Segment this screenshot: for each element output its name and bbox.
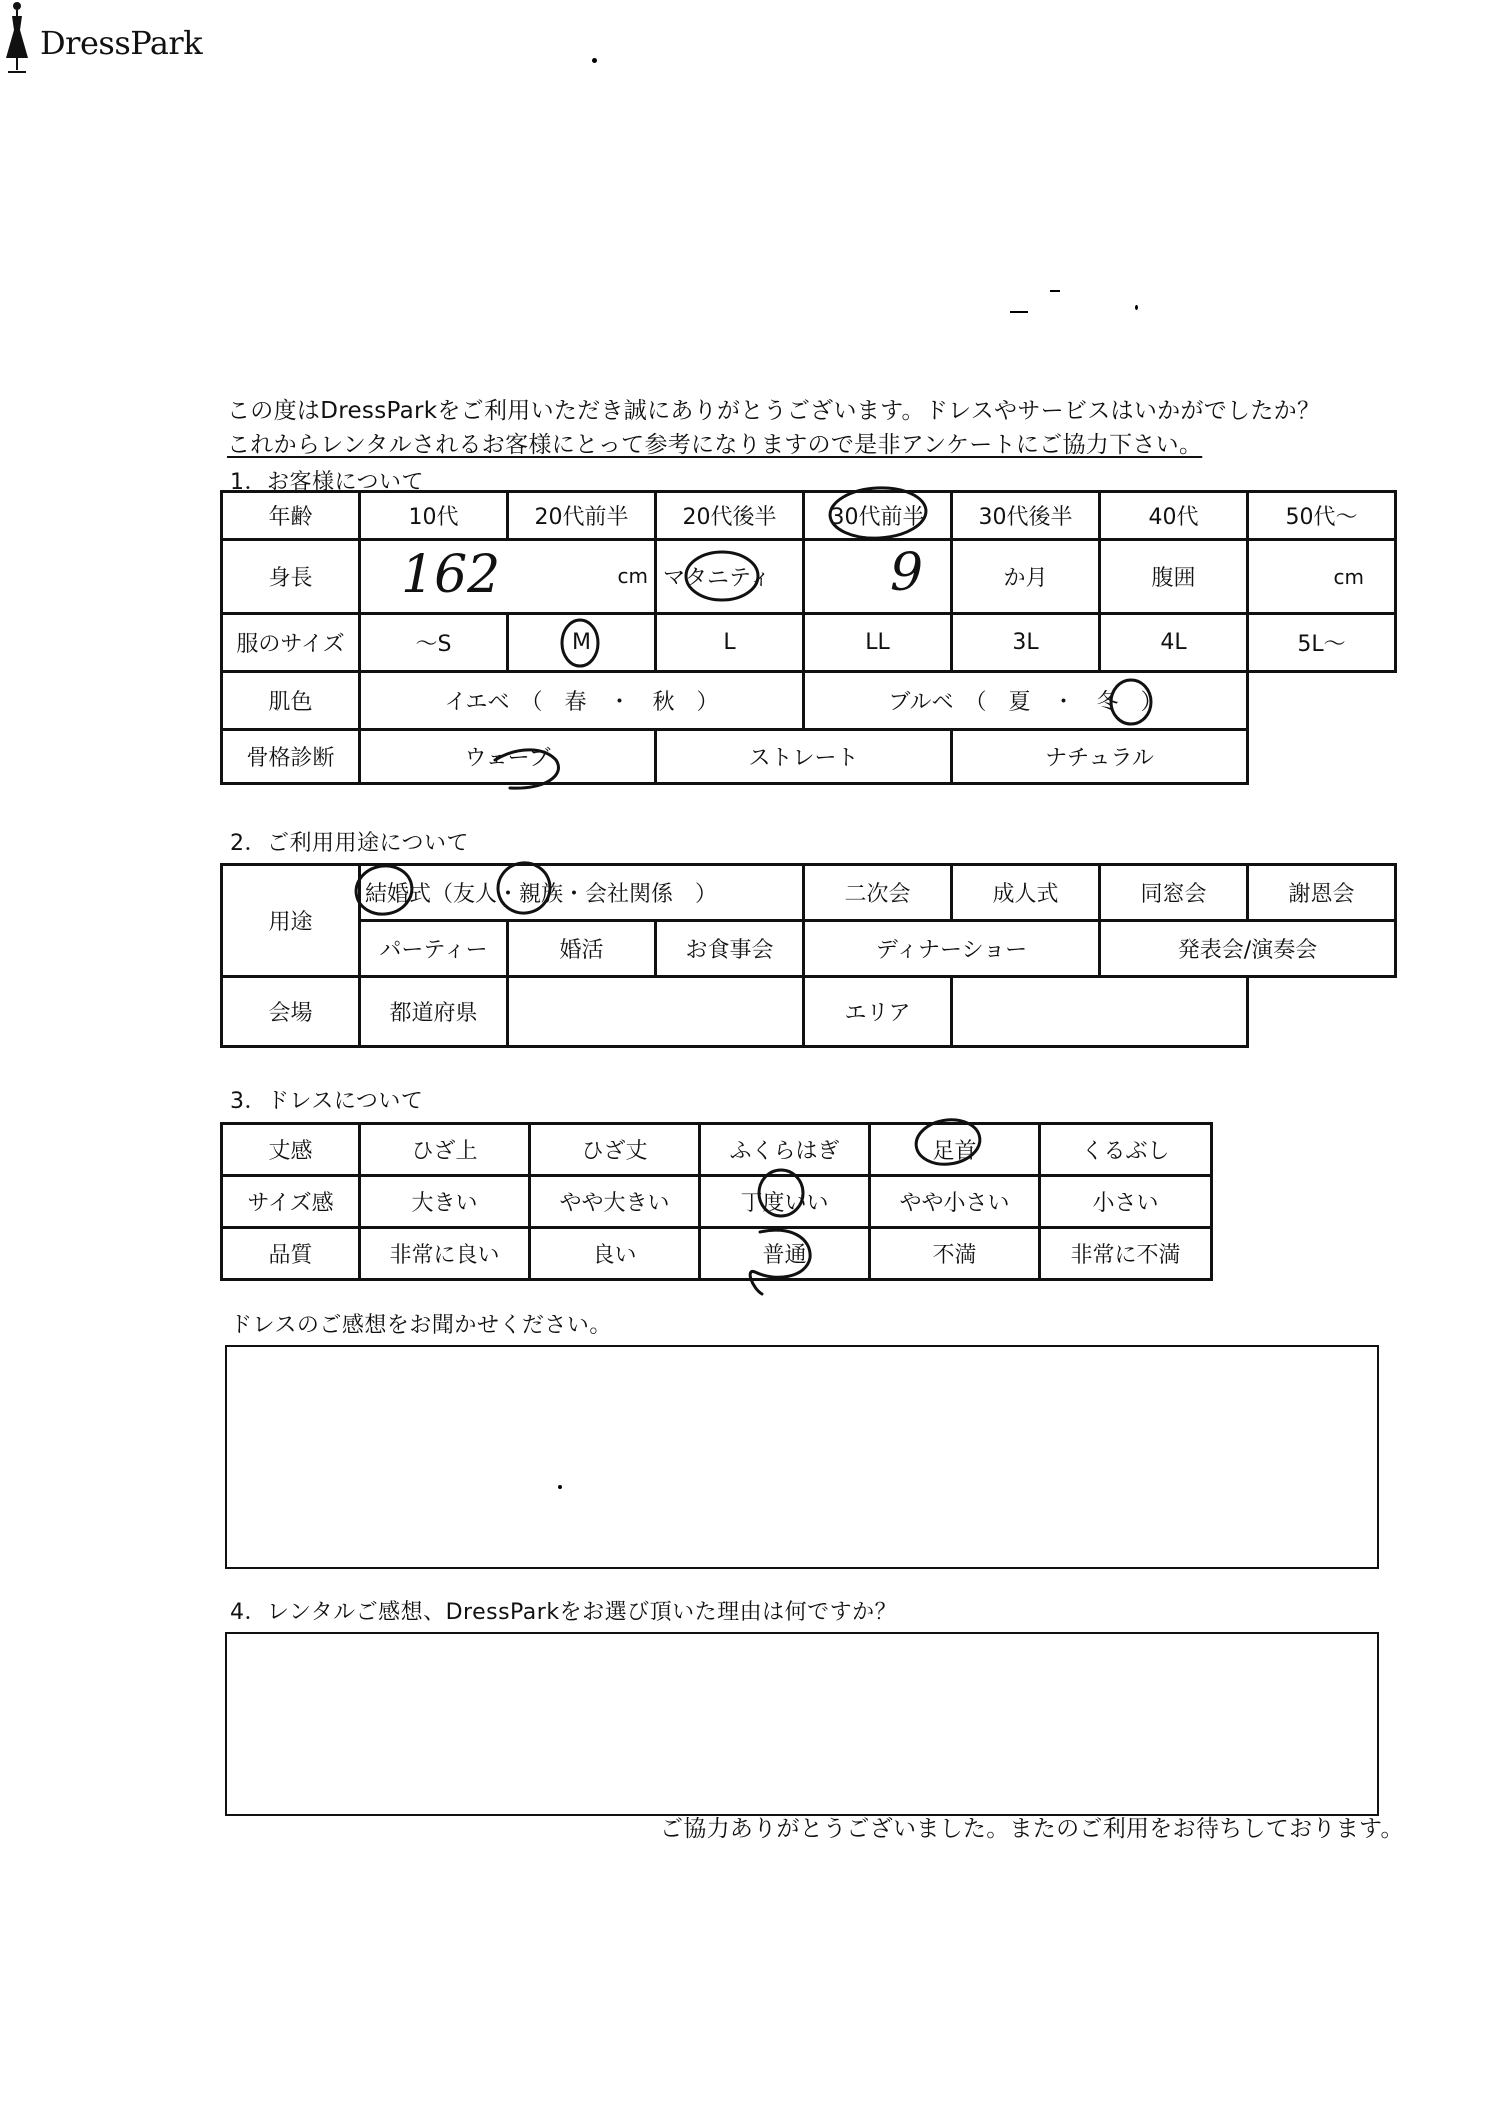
length-option[interactable]: ひざ丈 xyxy=(530,1124,700,1176)
waist-unit[interactable]: cm xyxy=(1248,540,1396,614)
impression-textbox[interactable] xyxy=(225,1345,1379,1569)
usage-label: 用途 xyxy=(222,865,360,977)
scan-speck xyxy=(592,58,597,63)
age-option-selected[interactable]: 30代前半 xyxy=(804,492,952,540)
size-option[interactable]: LL xyxy=(804,614,952,672)
thanks-message: ご協力ありがとうございました。またのご利用をお待ちしております。 xyxy=(660,1816,1404,1842)
skeleton-label: 骨格診断 xyxy=(222,730,360,784)
size-option-selected[interactable]: M xyxy=(508,614,656,672)
impression-prompt: ドレスのご感想をお聞かせください。 xyxy=(230,1313,612,1338)
venue-label: 会場 xyxy=(222,977,360,1047)
quality-option[interactable]: 不満 xyxy=(870,1228,1040,1280)
height-field[interactable] xyxy=(360,540,656,614)
usage-option[interactable]: 婚活 xyxy=(508,921,656,977)
length-option-selected[interactable]: 足首 xyxy=(870,1124,1040,1176)
height-unit: cm xyxy=(617,564,648,588)
age-option[interactable]: 30代後半 xyxy=(952,492,1100,540)
fit-option[interactable]: やや小さい xyxy=(870,1176,1040,1228)
length-option[interactable]: ひざ上 xyxy=(360,1124,530,1176)
fit-option[interactable]: やや大きい xyxy=(530,1176,700,1228)
size-option[interactable]: ～S xyxy=(360,614,508,672)
height-value: 162 xyxy=(401,545,501,605)
dress-icon xyxy=(0,0,34,80)
intro-line-1: この度はDressParkをご利用いただき誠にありがとうございます。ドレスやサービスはいかがでしたか？ xyxy=(227,398,1321,424)
length-option[interactable]: ふくらはぎ xyxy=(700,1124,870,1176)
section3-heading: 3．ドレスについて xyxy=(230,1089,424,1114)
usage-wedding-rest: ・親族・会社関係 ） xyxy=(497,882,718,907)
quality-option[interactable]: 良い xyxy=(530,1228,700,1280)
skeleton-option-selected[interactable]: ウェーブ xyxy=(360,730,656,784)
maternity-label: マタニティ xyxy=(656,540,804,614)
customer-table xyxy=(220,490,1397,785)
intro-line-2: これからレンタルされるお客様にとって参考になりますので是非アンケートにご協力下さい。 xyxy=(227,432,1203,458)
usage-table xyxy=(220,863,1397,1048)
scan-speck xyxy=(1010,311,1028,313)
section1-heading: 1．お客様について xyxy=(230,470,425,495)
reason-textbox[interactable] xyxy=(225,1632,1379,1816)
usage-wedding-option[interactable] xyxy=(360,865,804,921)
skin-yellow-option[interactable]: イエベ （ 春 ・ 秋 ） xyxy=(360,672,804,730)
usage-option[interactable]: ディナーショー xyxy=(804,921,1100,977)
prefecture-label: 都道府県 xyxy=(360,977,508,1047)
area-label: エリア xyxy=(804,977,952,1047)
usage-option[interactable]: 謝恩会 xyxy=(1248,865,1396,921)
age-option[interactable]: 40代 xyxy=(1100,492,1248,540)
quality-option[interactable]: 非常に良い xyxy=(360,1228,530,1280)
fit-label: サイズ感 xyxy=(222,1176,360,1228)
quality-option[interactable]: 非常に不満 xyxy=(1040,1228,1212,1280)
size-option[interactable]: 3L xyxy=(952,614,1100,672)
quality-label: 品質 xyxy=(222,1228,360,1280)
size-option[interactable]: 5L～ xyxy=(1248,614,1396,672)
month-unit: か月 xyxy=(952,540,1100,614)
length-option[interactable]: くるぶし xyxy=(1040,1124,1212,1176)
skin-blue-prefix: ブルベ （ 夏 ・ xyxy=(888,690,1097,715)
usage-option[interactable]: 発表会/演奏会 xyxy=(1100,921,1396,977)
scan-speck xyxy=(1135,305,1138,310)
length-label: 丈感 xyxy=(222,1124,360,1176)
section4-heading: 4．レンタルご感想、DressParkをお選び頂いた理由は何ですか？ xyxy=(230,1600,898,1625)
fit-option[interactable]: 小さい xyxy=(1040,1176,1212,1228)
section2-heading: 2．ご利用用途について xyxy=(230,831,470,856)
age-option[interactable]: 20代前半 xyxy=(508,492,656,540)
scan-speck xyxy=(1050,290,1060,292)
maternity-months-value: 9 xyxy=(890,543,924,603)
size-option[interactable]: L xyxy=(656,614,804,672)
dresspark-logo xyxy=(0,0,230,80)
usage-option[interactable]: お食事会 xyxy=(656,921,804,977)
skin-blue-winter[interactable]: 冬 xyxy=(1096,690,1119,715)
size-label: 服のサイズ xyxy=(222,614,360,672)
area-field[interactable] xyxy=(952,977,1248,1047)
usage-option[interactable]: 二次会 xyxy=(804,865,952,921)
skeleton-option[interactable]: ナチュラル xyxy=(952,730,1248,784)
height-label: 身長 xyxy=(222,540,360,614)
skin-label: 肌色 xyxy=(222,672,360,730)
brand-name: DressPark xyxy=(40,24,203,62)
age-option[interactable]: 20代後半 xyxy=(656,492,804,540)
age-label: 年齢 xyxy=(222,492,360,540)
size-option[interactable]: 4L xyxy=(1100,614,1248,672)
fit-option[interactable]: 大きい xyxy=(360,1176,530,1228)
age-option[interactable]: 10代 xyxy=(360,492,508,540)
skin-blue-suffix: ） xyxy=(1118,690,1163,715)
dress-table xyxy=(220,1122,1213,1281)
skin-blue-option[interactable] xyxy=(804,672,1248,730)
quality-option-selected[interactable]: 普通 xyxy=(700,1228,870,1280)
usage-option[interactable]: 成人式 xyxy=(952,865,1100,921)
usage-option[interactable]: 同窓会 xyxy=(1100,865,1248,921)
prefecture-field[interactable] xyxy=(508,977,804,1047)
usage-option[interactable]: パーティー xyxy=(360,921,508,977)
age-option[interactable]: 50代～ xyxy=(1248,492,1396,540)
usage-wedding-friend[interactable]: 友人 xyxy=(453,882,498,907)
fit-option-selected[interactable]: 丁度いい xyxy=(700,1176,870,1228)
waist-label: 腹囲 xyxy=(1100,540,1248,614)
usage-wedding[interactable]: 結婚式（ xyxy=(365,882,454,907)
skeleton-option[interactable]: ストレート xyxy=(656,730,952,784)
maternity-months-field[interactable] xyxy=(804,540,952,614)
